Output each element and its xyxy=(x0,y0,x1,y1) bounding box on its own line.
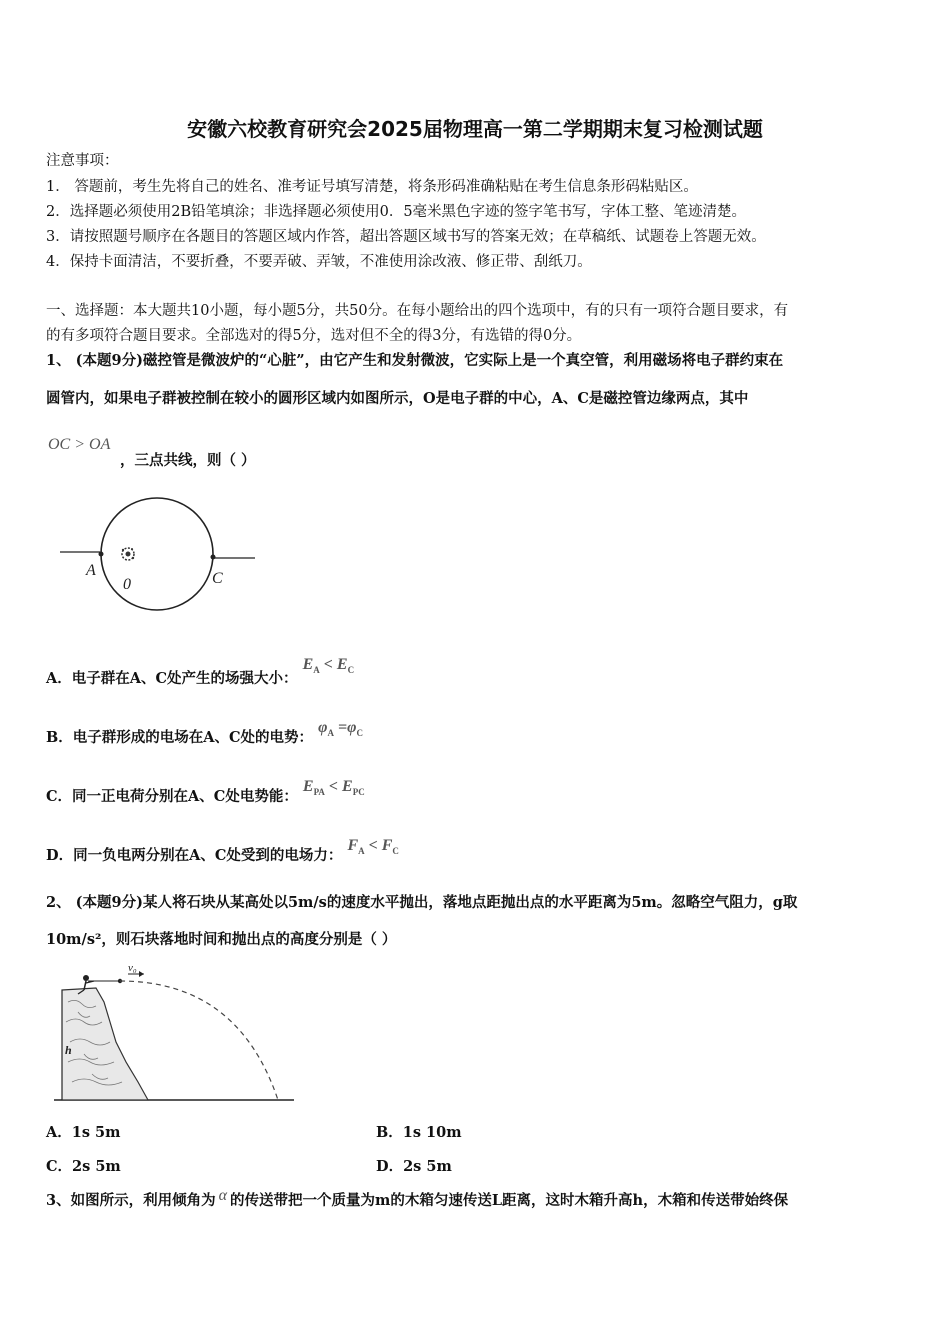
label-a: A xyxy=(86,562,96,579)
q1-option-c-formula: $E_{PA} < E_{PC}$ xyxy=(302,778,365,798)
section1-intro-line1: 一、选择题：本大题共10小题，每小题5分，共50分。在每小题给出的四个选项中，有的只有一项符合题目要求，有 xyxy=(46,303,789,319)
label-v0: v₀ xyxy=(128,962,137,974)
q1-line3: ，三点共线，则（ ） xyxy=(120,452,256,469)
q1-line2: 圆管内，如果电子群被控制在较小的圆形区域内如图所示，O是电子群的中心，A、C是磁控管边缘两点，其中 xyxy=(46,390,749,407)
q1-option-b-formula: $\varphi_A =\varphi_C$ xyxy=(318,719,363,739)
q2-line1: 2、 (本题9分)某人将石块从某高处以5m/s的速度水平抛出，落地点距抛出点的水平距离为5m。忽略空气阻力，g取 xyxy=(46,894,798,911)
notice-item-2: 2．选择题必须使用2B铅笔填涂；非选择题必须使用0．5毫米黑色字迹的签字笔书写，字体工整、笔迹清楚。 xyxy=(46,204,747,220)
page-title: 安徽六校教育研究会2025届物理高一第二学期期末复习检测试题 xyxy=(187,117,763,141)
notice-item-1: 1． 答题前，考生先将自己的姓名、准考证号填写清楚，将条形码准确粘贴在考生信息条形码粘贴区。 xyxy=(46,179,698,195)
label-h: h xyxy=(65,1043,72,1057)
label-o: 0 xyxy=(123,576,131,593)
point-a-dot xyxy=(99,552,104,557)
electron-cluster xyxy=(122,548,134,560)
notice-item-3: 3．请按照题号顺序在各题目的答题区域内作答，超出答题区域书写的答案无效；在草稿纸、试题卷上答题无效。 xyxy=(46,229,766,245)
q1-option-a-formula: $E_A < E_C$ xyxy=(302,656,355,676)
notice-heading: 注意事项： xyxy=(46,153,119,169)
q1-option-b[interactable]: B．电子群形成的电场在A、C处的电势： $\varphi_A =\varphi_C$ xyxy=(46,719,363,746)
q1-option-c[interactable]: C．同一正电荷分别在A、C处电势能： $E_{PA} < E_{PC}$ xyxy=(46,778,365,805)
q2-option-a[interactable]: A．1s 5m xyxy=(46,1124,121,1141)
label-c: C xyxy=(212,570,223,587)
notice-item-4: 4．保持卡面清洁，不要折叠，不要弄破、弄皱，不准使用涂改液、修正带、刮纸刀。 xyxy=(46,254,592,270)
q2-line2: 10m/s²，则石块落地时间和抛出点的高度分别是（ ） xyxy=(46,931,397,948)
q1-line1: 1、 (本题9分)磁控管是微波炉的“心脏”，由它产生和发射微波，它实际上是一个真空管，利用磁场将电子群约束在 xyxy=(46,352,784,369)
q3-alpha: α xyxy=(218,1187,227,1204)
q2-option-c[interactable]: C．2s 5m xyxy=(46,1158,121,1175)
q1-option-a[interactable]: A．电子群在A、C处产生的场强大小： $E_A < E_C$ xyxy=(46,656,355,687)
q2-option-d[interactable]: D．2s 5m xyxy=(376,1158,452,1175)
q1-formula: OC > OA xyxy=(48,436,111,453)
q2-option-b[interactable]: B．1s 10m xyxy=(376,1124,462,1141)
point-c-dot xyxy=(211,555,216,560)
trajectory-curve xyxy=(120,981,278,1100)
q1-option-d-formula: $F_A < F_C$ xyxy=(347,837,399,857)
section1-intro-line2: 的有多项符合题目要求。全部选对的得5分，选对但不全的得3分，有选错的得0分。 xyxy=(46,328,582,344)
magnetron-figure xyxy=(55,495,265,620)
q1-option-d[interactable]: D．同一负电两分别在A、C处受到的电场力： $F_A < F_C$ xyxy=(46,837,399,864)
magnetron-circle xyxy=(101,498,213,610)
q3-line1: 3、如图所示，利用倾角为 α 的传送带把一个质量为m的木箱匀速传送L距离，这时木箱升高h，木箱和传送带始终保 xyxy=(46,1187,789,1209)
projectile-figure xyxy=(48,962,298,1107)
